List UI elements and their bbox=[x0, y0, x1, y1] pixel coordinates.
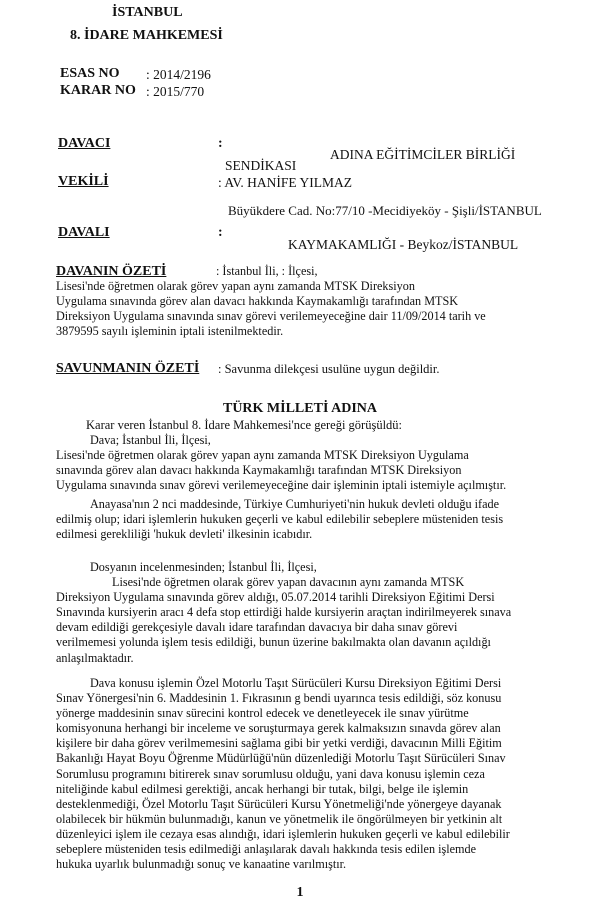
esas-label: ESAS NO bbox=[60, 66, 120, 81]
davaci-name-line2: SENDİKASI bbox=[225, 158, 297, 173]
davaci-separator: : bbox=[218, 136, 223, 151]
paragraph-4 bbox=[56, 676, 592, 872]
text-line: Lisesi'nde öğretmen olarak görev yapan davacının aynı zamanda MTSK bbox=[112, 575, 465, 590]
text-line: düzenleyici işlem ile cezaya esas alındığı, idari işlemlerin hukuken geçerli ve kabul edilebilir bbox=[56, 826, 510, 841]
text-line: niteliğinde kabul edilmesi gerektiği, ancak herhangi bir tutak, bilgi, belge ile işlemin bbox=[56, 781, 469, 796]
text-line: Uygulama sınavında sınav görevi verilemeyeceğine dair işleminin iptali istemiyle açılmıştır. bbox=[56, 478, 507, 493]
text-line: verilmemesi yolunda işlem tesis edildiği, bunun üzerine bakılmakta olan davanın açıldığı bbox=[56, 635, 491, 650]
esas-value: : 2014/2196 bbox=[146, 67, 211, 82]
vekili-address: Büyükdere Cad. No:77/10 -Mecidiyeköy - Şişli/İSTANBUL bbox=[228, 203, 542, 218]
text-line: komisyonuna herhangi bir inceleme ve soruşturmaya gerek kalmaksızın sınavda görev alan bbox=[56, 721, 501, 736]
text-line: Dosyanın incelenmesinden; İstanbul İli, İlçesi, bbox=[90, 560, 317, 574]
court-city: İSTANBUL bbox=[112, 5, 183, 20]
text-line: kişilere bir daha görev verilmemesini sağlama gibi bir yetki verdiği, davacının Milli Eğitim bbox=[56, 736, 502, 751]
text-line: edilmesi gerekliliği 'hukuk devleti' ilkesinin icabıdır. bbox=[56, 527, 313, 542]
karar-value: : 2015/770 bbox=[146, 84, 205, 99]
text-line: Lisesi'nde öğretmen olarak görev yapan aynı zamanda MTSK Direksiyon bbox=[56, 279, 415, 294]
text-line: anlaşılmaktadır. bbox=[56, 650, 134, 665]
text-line: devam edildiği gerekçesiyle davalı idare tarafından davacıya bir daha sınav görevi bbox=[56, 620, 458, 635]
paragraph-1 bbox=[56, 433, 592, 493]
savunmanin-ozeti-label: SAVUNMANIN ÖZETİ bbox=[56, 361, 200, 376]
davali-value: KAYMAKAMLIĞI - Beykoz/İSTANBUL bbox=[288, 237, 519, 252]
paragraph-3 bbox=[56, 560, 592, 666]
text-line: Bakanlığı Hayat Boyu Öğrenme Müdürlüğü'nün düzenlediği Motorlu Taşıt Sürücüleri Sınav bbox=[56, 751, 506, 766]
decision-title: TÜRK MİLLETİ ADINA bbox=[222, 401, 378, 416]
davaci-label: DAVACI bbox=[58, 136, 111, 151]
text-line: hukuka uyarlık bulunmadığı sonuç ve kanaatine varılmıştır. bbox=[56, 857, 347, 872]
text-line: Direksiyon Uygulama sınavında sınav görevi verilemeyeceğine dair 11/09/2014 tarih ve bbox=[56, 309, 486, 324]
text-line: sebeplere müsteniden tesis edilmediği anlaşılarak davalı hakkında tesis edilen işlemde bbox=[56, 842, 477, 857]
text-line: : İstanbul İli, : İlçesi, bbox=[216, 264, 318, 278]
text-line: Uygulama sınavında görev alan davacı hakkında Kaymakamlığı tarafından MTSK bbox=[56, 294, 459, 309]
vekili-label: VEKİLİ bbox=[58, 174, 109, 189]
davaci-name-line1: ADINA EĞİTİMCİLER BİRLİĞİ bbox=[330, 147, 516, 162]
text-line: Lisesi'nde öğretmen olarak görev yapan aynı zamanda MTSK Direksiyon Uygulama bbox=[56, 448, 469, 463]
karar-label: KARAR NO bbox=[60, 83, 136, 98]
text-line: Anayasa'nın 2 nci maddesinde, Türkiye Cumhuriyeti'nin hukuk devleti olduğu ifade bbox=[90, 497, 499, 511]
text-line: Sorumlusu programını bitirerek sınav sorumlusu olduğu, yani dava konusu işlemin ceza bbox=[56, 766, 485, 781]
text-line: Dava; İstanbul İli, İlçesi, bbox=[90, 433, 211, 447]
savunmanin-ozeti-text: : Savunma dilekçesi usulüne uygun değildir. bbox=[218, 362, 440, 376]
text-line: olabilecek bir hükmün bulunmadığı, kanun ve yönetmelik ile öngörülmeyen bir yetkinin alt bbox=[56, 811, 503, 826]
vekili-value: : AV. HANİFE YILMAZ bbox=[218, 175, 353, 190]
decision-intro: Karar veren İstanbul 8. İdare Mahkemesi'nce gereği görüşüldü: bbox=[86, 418, 403, 432]
page-number: 1 bbox=[296, 885, 304, 900]
paragraph-2 bbox=[56, 497, 592, 542]
text-line: Dava konusu işlemin Özel Motorlu Taşıt Sürücüleri Kursu Direksiyon Eğitimi Dersi bbox=[90, 676, 502, 690]
text-line: desteklenmediği, Özel Motorlu Taşıt Sürücüleri Kursu Yönetmeliği'nde yönergeye dayanak bbox=[56, 796, 502, 811]
text-line: Sınav Yönergesi'nin 6. Maddesinin 1. Fıkrasının g bendi uyarınca tesis edildiği, söz konusu bbox=[56, 691, 502, 706]
text-line: Sınavında kursiyerin aracı 4 defa stop ettirdiği halde kursiyerin araçtan indirilmeyerek sınava bbox=[56, 605, 512, 620]
davanin-ozeti-text bbox=[56, 264, 592, 339]
text-line: edilmiş olup; idari işlemlerin hukuken geçerli ve kabul edilebilir sebeplere müsteniden tesis bbox=[56, 512, 504, 527]
court-name: 8. İDARE MAHKEMESİ bbox=[70, 28, 223, 43]
davali-label: DAVALI bbox=[58, 225, 110, 240]
text-line: sınavında görev alan davacı hakkında Kaymakamlığı tarafından MTSK Direksiyon bbox=[56, 463, 462, 478]
text-line: Direksiyon Uygulama sınavında görev aldığı, 05.07.2014 tarihli Direksiyon Eğitimi Dersi bbox=[56, 590, 495, 605]
text-line: 3879595 sayılı işleminin iptali istenilmektedir. bbox=[56, 324, 284, 339]
text-line: yönerge maddesinin sınav sürecini kontrol edecek ve denetleyecek ile sınav yürütme bbox=[56, 706, 469, 721]
davanin-ozeti-label: DAVANIN ÖZETİ bbox=[56, 264, 167, 279]
davali-separator: : bbox=[218, 225, 223, 240]
